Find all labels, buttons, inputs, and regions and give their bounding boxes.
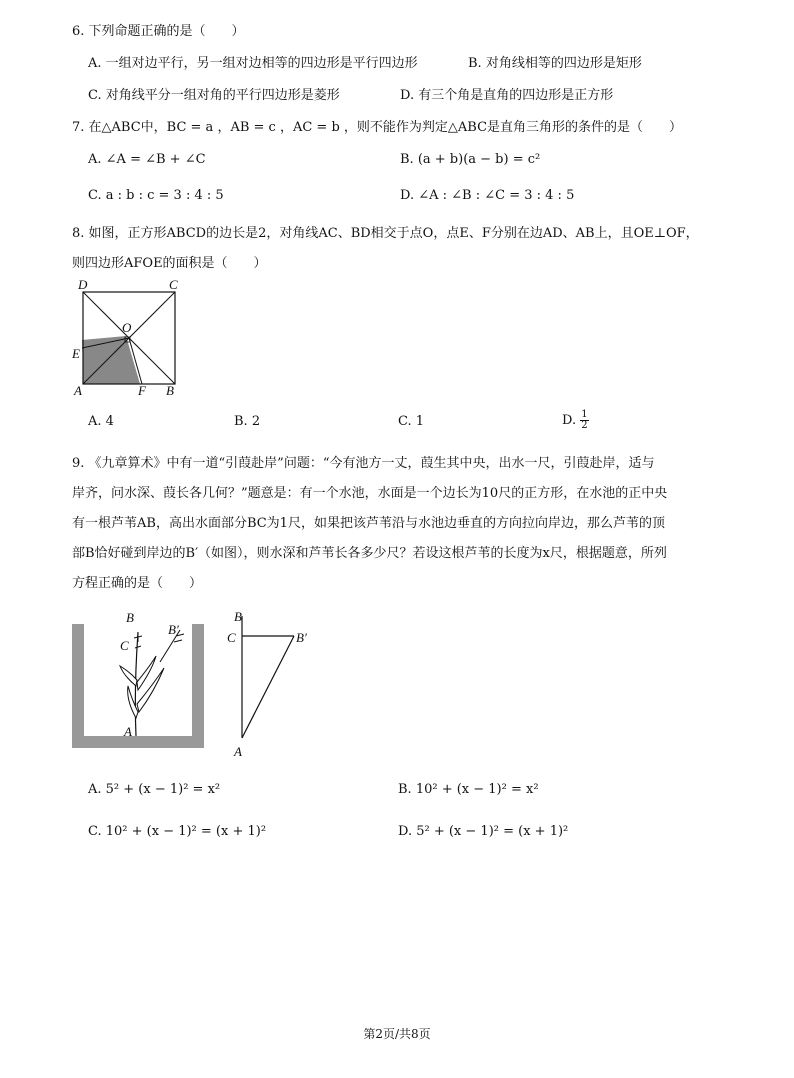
- page-footer: 第2页/共8页: [363, 1027, 431, 1041]
- q9-reed-leaf-right-mid: [137, 668, 164, 712]
- q7-stem: 7. 在△ABC中，BC = a ，AB = c ，AC = b ，则不能作为判定△ABC是直角三角形的条件的是（ ）: [72, 120, 683, 135]
- q9-stem-line2: 岸齐，问水深、葭长各几何？”题意是：有一个水池，水面是一个边长为10尺的正方形，在水池的正中央: [72, 486, 668, 501]
- q7-option-a[interactable]: A. ∠A = ∠B + ∠C: [88, 152, 206, 167]
- q8-fraction-denominator: 2: [581, 420, 588, 431]
- q9-triangle-figure: [224, 604, 334, 764]
- q8-option-c[interactable]: C. 1: [398, 414, 425, 429]
- q9-option-d[interactable]: D. 5² + (x − 1)² = (x + 1)²: [398, 824, 569, 839]
- q9-fig2-label-b-prime: B′: [296, 630, 307, 645]
- q9-fig2-label-b: B: [234, 609, 242, 624]
- q8-label-o: O: [122, 320, 132, 335]
- q9-option-c[interactable]: C. 10² + (x − 1)² = (x + 1)²: [88, 824, 267, 839]
- q6-option-b[interactable]: B. 对角线相等的四边形是矩形: [468, 56, 642, 71]
- q6-option-d[interactable]: D. 有三个角是直角的四边形是正方形: [400, 88, 614, 103]
- q8-option-d-fraction: [580, 410, 588, 431]
- q9-fig1-label-b: B: [126, 610, 134, 625]
- q8-label-d: D: [78, 277, 88, 292]
- q8-option-d-prefix: D.: [562, 413, 577, 428]
- q9-stem-line3: 有一根芦苇AB，高出水面部分BC为1尺，如果把该芦苇沿与水池边垂直的方向拉向岸边，那么芦苇的顶: [72, 516, 665, 531]
- q8-fraction-numerator: 1: [581, 409, 588, 420]
- q7-option-b[interactable]: B. (a + b)(a − b) = c²: [400, 152, 541, 167]
- q7-option-c[interactable]: C. a : b : c = 3 : 4 : 5: [88, 188, 224, 203]
- q9-segment-ab-prime: [242, 636, 294, 738]
- q9-fig2-label-c: C: [227, 630, 236, 645]
- q9-reed-top: [134, 632, 142, 648]
- q6-option-c[interactable]: C. 对角线平分一组对角的平行四边形是菱形: [88, 88, 340, 103]
- q6-stem: 6. 下列命题正确的是（ ）: [72, 24, 245, 39]
- q9-fig2-label-a: A: [234, 744, 242, 759]
- q8-square-figure: [70, 276, 200, 400]
- q9-stem-line1: 9. 《九章算术》中有一道“引葭赴岸”问题：“今有池方一丈，葭生其中央，出水一尺，引葭赴岸，适与: [72, 456, 655, 471]
- q9-stem-line5: 方程正确的是（ ）: [72, 576, 203, 591]
- q9-fig1-label-c: C: [120, 638, 129, 653]
- q8-label-f: F: [138, 383, 146, 398]
- q8-option-a[interactable]: A. 4: [88, 414, 114, 429]
- q8-option-d[interactable]: [562, 410, 589, 431]
- q6-option-a[interactable]: A. 一组对边平行，另一组对边相等的四边形是平行四边形: [88, 56, 418, 71]
- q9-reed-leaf-left-low: [128, 686, 138, 718]
- q8-stem-line1: 8. 如图，正方形ABCD的边长是2，对角线AC、BD相交于点O，点E、F分别在边AD、AB上，且OE⊥OF，: [72, 226, 699, 241]
- q8-label-c: C: [169, 277, 178, 292]
- q8-option-b[interactable]: B. 2: [234, 414, 261, 429]
- q9-pool-figure: [68, 608, 208, 758]
- q9-fig1-label-b-prime: B′: [168, 622, 179, 637]
- q9-fig1-label-a: A: [124, 724, 132, 739]
- q9-stem-line4: 部B恰好碰到岸边的B′（如图），则水深和芦苇长各多少尺？若设这根芦苇的长度为x尺，根据题意，所列: [72, 546, 667, 561]
- q8-label-a: A: [74, 383, 82, 398]
- q7-option-d[interactable]: D. ∠A : ∠B : ∠C = 3 : 4 : 5: [400, 188, 575, 203]
- q8-stem-line2: 则四边形AFOE的面积是（ ）: [72, 256, 267, 271]
- q9-reed-leaf-left-high: [120, 666, 137, 686]
- q9-option-b[interactable]: B. 10² + (x − 1)² = x²: [398, 782, 539, 797]
- q9-option-a[interactable]: A. 5² + (x − 1)² = x²: [88, 782, 221, 797]
- q8-label-e: E: [72, 346, 80, 361]
- q8-label-b: B: [166, 383, 174, 398]
